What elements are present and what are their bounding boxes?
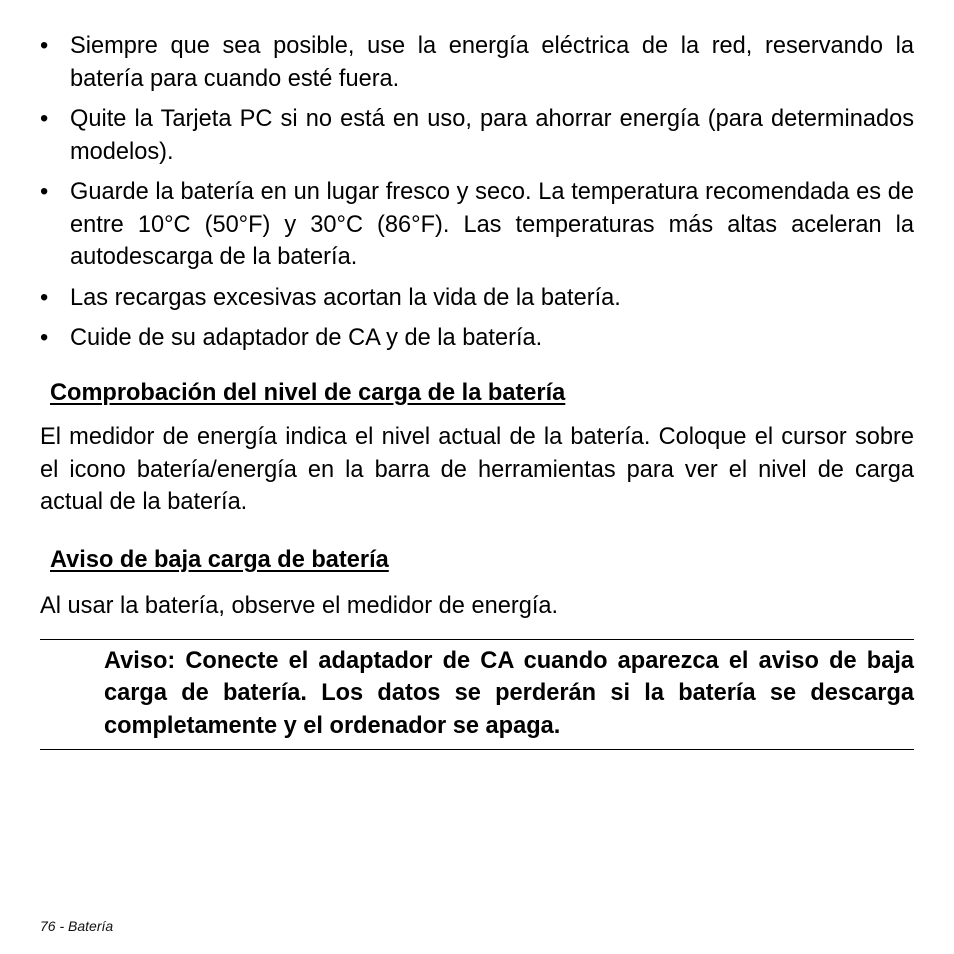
section-heading-low-battery: Aviso de baja carga de batería — [50, 546, 389, 573]
list-item-text: Quite la Tarjeta PC si no está en uso, para ahorrar energía (para determinados modelos). — [70, 106, 914, 165]
warning-notice-text: Aviso: Conecte el adaptador de CA cuando aparezca el aviso de baja carga de batería. Los datos se perderán si la batería se descarga completamente y el ordenador se apaga. — [104, 647, 914, 739]
warning-notice-box — [40, 639, 914, 751]
list-item — [40, 103, 914, 168]
list-item-text: Las recargas excesivas acortan la vida de la batería. — [70, 284, 621, 311]
list-item — [40, 176, 914, 274]
bullet-icon: • — [40, 106, 49, 132]
list-item — [40, 30, 914, 95]
section-heading-charge-check: Comprobación del nivel de carga de la batería — [50, 379, 566, 406]
bullet-icon: • — [40, 325, 49, 351]
bullet-icon: • — [40, 33, 49, 59]
section-body-charge-check: El medidor de energía indica el nivel actual de la batería. Coloque el cursor sobre el icono batería/energía en la barra de herramientas para ver el nivel de carga actual de la batería. — [40, 424, 914, 515]
list-item — [40, 322, 914, 355]
section-body-low-battery: Al usar la batería, observe el medidor de energía. — [40, 593, 559, 619]
list-item-text: Cuide de su adaptador de CA y de la batería. — [70, 325, 543, 351]
list-item-text: Guarde la batería en un lugar fresco y seco. La temperatura recomendada es de entre 10°C (50°F) y 30°C (86°F). Las temperaturas más altas aceleran la autodescarga de la batería. — [70, 179, 914, 270]
bullet-icon: • — [40, 179, 49, 205]
page-content — [40, 30, 914, 750]
list-item — [40, 282, 914, 315]
list-item-text: Siempre que sea posible, use la energía eléctrica de la red, reservando la batería para cuando esté fuera. — [70, 33, 914, 92]
bullet-icon: • — [40, 284, 49, 311]
battery-tips-list — [40, 30, 914, 355]
page-footer: 76 - Batería — [40, 918, 114, 934]
